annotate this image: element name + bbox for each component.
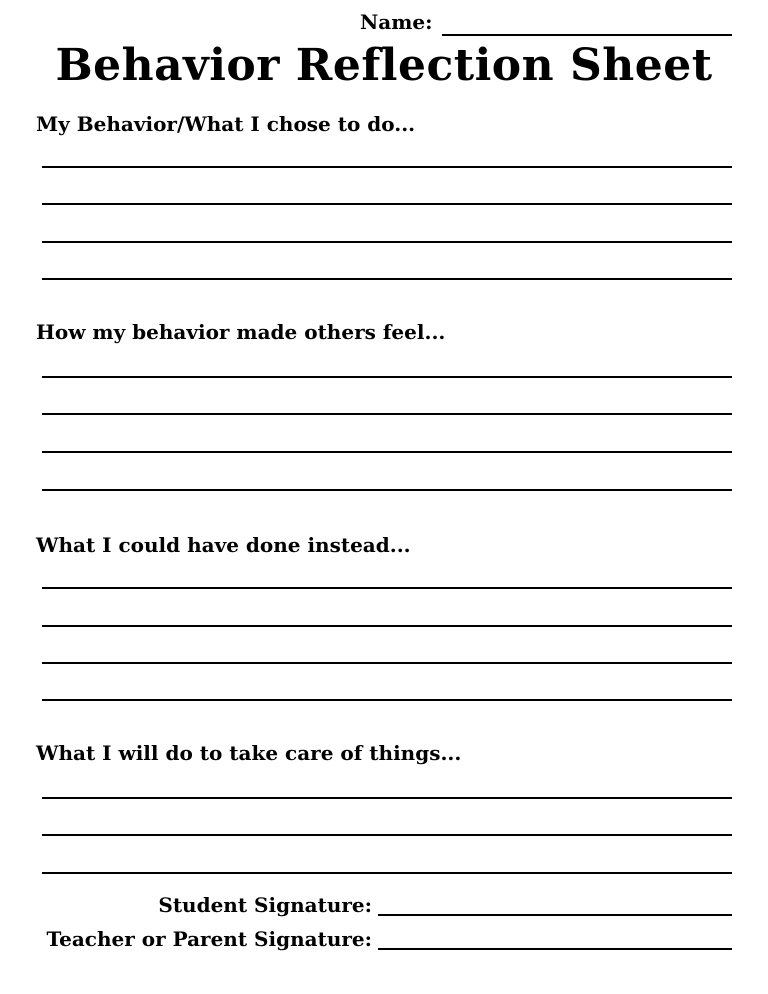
page-title: Behavior Reflection Sheet xyxy=(55,40,713,91)
answer-line[interactable] xyxy=(42,413,732,415)
answer-line[interactable] xyxy=(42,797,732,799)
answer-line[interactable] xyxy=(42,699,732,701)
answer-line[interactable] xyxy=(42,489,732,491)
name-field-line[interactable] xyxy=(442,34,732,36)
name-label: Name: xyxy=(360,10,433,34)
section-label-take-care: What I will do to take care of things... xyxy=(36,741,462,765)
answer-line[interactable] xyxy=(42,166,732,168)
answer-line[interactable] xyxy=(42,834,732,836)
answer-line[interactable] xyxy=(42,451,732,453)
answer-line[interactable] xyxy=(42,625,732,627)
section-label-others-feel: How my behavior made others feel... xyxy=(36,320,446,344)
answer-line[interactable] xyxy=(42,278,732,280)
answer-line[interactable] xyxy=(42,203,732,205)
teacher-signature-label: Teacher or Parent Signature: xyxy=(46,927,372,951)
section-label-done-instead: What I could have done instead... xyxy=(36,533,411,557)
student-signature-line[interactable] xyxy=(378,914,732,916)
student-signature-label: Student Signature: xyxy=(158,893,372,917)
answer-line[interactable] xyxy=(42,376,732,378)
answer-line[interactable] xyxy=(42,587,732,589)
answer-line[interactable] xyxy=(42,241,732,243)
section-label-my-behavior: My Behavior/What I chose to do... xyxy=(36,112,416,136)
answer-line[interactable] xyxy=(42,662,732,664)
teacher-signature-line[interactable] xyxy=(378,948,732,950)
answer-line[interactable] xyxy=(42,872,732,874)
